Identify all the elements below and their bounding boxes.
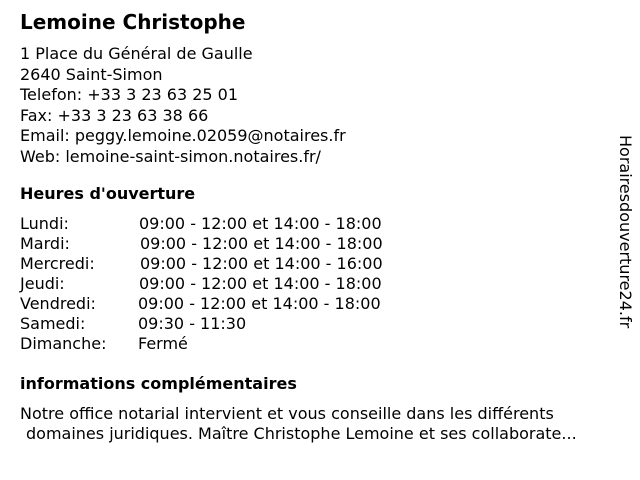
time-range: Fermé bbox=[138, 334, 188, 353]
fax-line: Fax: +33 3 23 63 38 66 bbox=[20, 105, 209, 125]
day-label: Mardi: bbox=[20, 234, 70, 253]
opening-hours-heading: Heures d'ouverture bbox=[20, 184, 196, 203]
info-line-1: Notre office notarial intervient et vous conseille dans les différents bbox=[20, 404, 554, 423]
additional-info-text bbox=[20, 404, 577, 444]
email-line: Email: peggy.lemoine.02059@notaires.fr bbox=[20, 126, 346, 145]
time-range: 09:30 - 11:30 bbox=[138, 314, 247, 333]
day-label: Mercredi: bbox=[20, 254, 95, 273]
time-range: 09:00 - 12:00 et 14:00 - 16:00 bbox=[140, 254, 383, 273]
time-range: 09:00 - 12:00 et 14:00 - 18:00 bbox=[138, 294, 381, 313]
info-line-2: domaines juridiques. Maître Christophe Lemoine et ses collaborate... bbox=[26, 424, 577, 443]
day-label: Vendredi: bbox=[20, 294, 96, 313]
day-label: Samedi: bbox=[20, 314, 86, 333]
time-range: 09:00 - 12:00 et 14:00 - 18:00 bbox=[139, 274, 382, 293]
watermark-text: Horairesdouverture24.fr bbox=[616, 135, 635, 329]
phone-line: Telefon: +33 3 23 63 25 01 bbox=[20, 85, 239, 104]
day-label: Dimanche: bbox=[20, 334, 107, 353]
contact-block bbox=[20, 44, 346, 167]
day-label: Jeudi: bbox=[20, 274, 65, 293]
day-label: Lundi: bbox=[20, 214, 69, 233]
site-watermark bbox=[612, 135, 636, 375]
time-range: 09:00 - 12:00 et 14:00 - 18:00 bbox=[140, 234, 383, 253]
address-line-2: 2640 Saint-Simon bbox=[20, 64, 163, 84]
additional-info-heading: informations complémentaires bbox=[20, 374, 297, 393]
time-range: 09:00 - 12:00 et 14:00 - 18:00 bbox=[139, 214, 382, 233]
business-name: Lemoine Christophe bbox=[20, 10, 246, 34]
web-line: Web: lemoine-saint-simon.notaires.fr/ bbox=[20, 146, 321, 166]
address-line-1: 1 Place du Général de Gaulle bbox=[20, 44, 253, 63]
